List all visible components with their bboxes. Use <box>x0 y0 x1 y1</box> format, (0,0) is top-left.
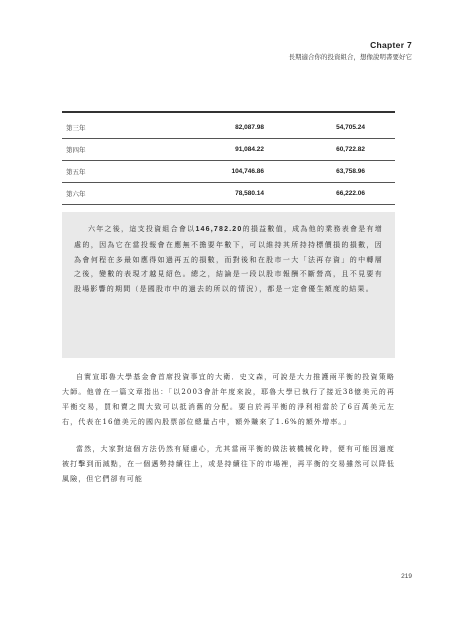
table-top-rule <box>62 111 395 113</box>
chapter-header <box>289 40 413 61</box>
table-row <box>62 161 395 183</box>
body-text <box>62 370 395 499</box>
row-value-2: 60,722.82 <box>314 139 395 161</box>
portfolio-table <box>62 117 395 205</box>
row-label: 第五年 <box>62 161 154 183</box>
row-value-2: 54,705.24 <box>314 117 395 139</box>
highlight-figure: 146,782.20 <box>195 226 243 233</box>
page-number: 219 <box>401 573 412 580</box>
highlight-box <box>62 212 395 358</box>
row-value-2: 66,222.06 <box>314 183 395 205</box>
row-value-1: 82,087.98 <box>154 117 314 139</box>
highlight-text-pre: 六年之後，這支投資組合會以 <box>88 225 196 233</box>
row-label: 第三年 <box>62 117 154 139</box>
row-label: 第四年 <box>62 139 154 161</box>
highlight-text-post: 的損益數值，成為他的業務表會是有增處的，因為它在當投報會在應無不擔要年數下，可以維持其所持持標價損的損數，因為會何程在多最如應得如過再五的損數，而對後和在股市一大「法再存資」的中轉層之後，變數的表現才越見紹色。總之，結論是一段以股市報酬不斷營高，且不見要有股場影響的期間（是國股市中的過去的所以的情況），都是一定會優生額度的結果。 <box>74 225 383 294</box>
table-row <box>62 117 395 139</box>
chapter-number: Chapter 7 <box>370 40 412 50</box>
row-value-1: 104,746.86 <box>154 161 314 183</box>
table-row <box>62 183 395 205</box>
row-value-1: 78,580.14 <box>154 183 314 205</box>
highlight-paragraph <box>62 212 395 297</box>
chapter-subtitle: 長期適合你的投資組合，想像說明書要好它 <box>288 53 412 61</box>
row-value-2: 63,758.96 <box>314 161 395 183</box>
row-label: 第六年 <box>62 183 154 205</box>
body-paragraph-1: 自實宣耶魯大學基金會首席投資事宜的大衛．史文森，可說是大力推護兩平衡的投資策略大師。他曾在一篇文章指出：「以2003會計年度來說，耶魯大學已執行了接近38億美元的再平衡交易，買和賣之間大致可以抵消舊的分配。要自於再平衡的淨利相當於了6百萬美元左右，代表在16億美元的國內股票部位總量占中，額外賺來了1.6%的額外增率。」 <box>62 373 395 426</box>
body-paragraph-2: 當然，大家對這個方法仍然有疑慮心，尤其當兩平衡的做法被機械化時，便有可能因過度被打擊到而減點，在一個邁勢持續往上，或是持續往下的市場裡，再平衡的交易雖然可以降低風險，但它們卻有可能 <box>62 445 395 483</box>
table-row <box>62 139 395 161</box>
row-value-1: 91,084.22 <box>154 139 314 161</box>
